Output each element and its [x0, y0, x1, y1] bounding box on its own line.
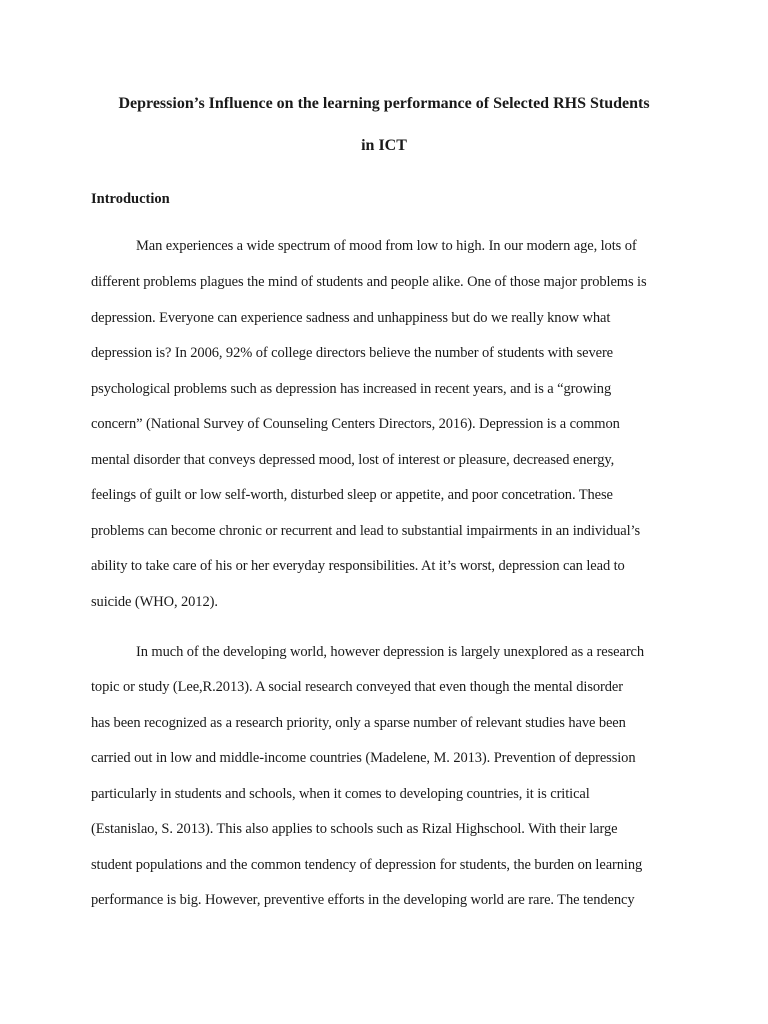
paragraph-line: mental disorder that conveys depressed mood, lost of interest or pleasure, decreased energy,	[91, 452, 615, 468]
paragraph-line: depression. Everyone can experience sadness and unhappiness but do we really know what	[91, 310, 611, 326]
paragraph-line: (Estanislao, S. 2013). This also applies to schools such as Rizal Highschool. With their large	[91, 821, 618, 837]
paragraph-line: different problems plagues the mind of students and people alike. One of those major problems is	[91, 274, 647, 290]
paragraph-line: carried out in low and middle-income countries (Madelene, M. 2013). Prevention of depression	[91, 750, 636, 766]
document-title-line-2: in ICT	[361, 137, 407, 154]
section-heading: Introduction	[91, 191, 170, 207]
paragraph-line: In much of the developing world, however depression is largely unexplored as a research	[136, 644, 645, 660]
paragraph-line: performance is big. However, preventive efforts in the developing world are rare. The tendency	[91, 892, 635, 908]
paragraph-line: concern” (National Survey of Counseling Centers Directors, 2016). Depression is a common	[91, 416, 620, 432]
paragraph-line: Man experiences a wide spectrum of mood from low to high. In our modern age, lots of	[136, 238, 637, 254]
document-title-line-1: Depression’s Influence on the learning performance of Selected RHS Students	[118, 95, 650, 112]
paragraph-line: feelings of guilt or low self-worth, disturbed sleep or appetite, and poor concetration. These	[91, 487, 613, 503]
paragraph-line: particularly in students and schools, when it comes to developing countries, it is critical	[91, 786, 590, 802]
paragraph-line: depression is? In 2006, 92% of college directors believe the number of students with severe	[91, 345, 614, 361]
paragraph-line: problems can become chronic or recurrent and lead to substantial impairments in an individual’s	[91, 523, 640, 539]
paragraph-line: has been recognized as a research priority, only a sparse number of relevant studies have been	[91, 715, 626, 731]
paragraph-line: topic or study (Lee,R.2013). A social research conveyed that even though the mental disorder	[91, 679, 623, 695]
paragraph-line: suicide (WHO, 2012).	[91, 594, 218, 610]
paragraph-line: psychological problems such as depression has increased in recent years, and is a “growing	[91, 381, 612, 397]
paragraph-line: student populations and the common tendency of depression for students, the burden on learning	[91, 857, 643, 873]
paragraph-line: ability to take care of his or her everyday responsibilities. At it’s worst, depression can lead to	[91, 558, 625, 574]
